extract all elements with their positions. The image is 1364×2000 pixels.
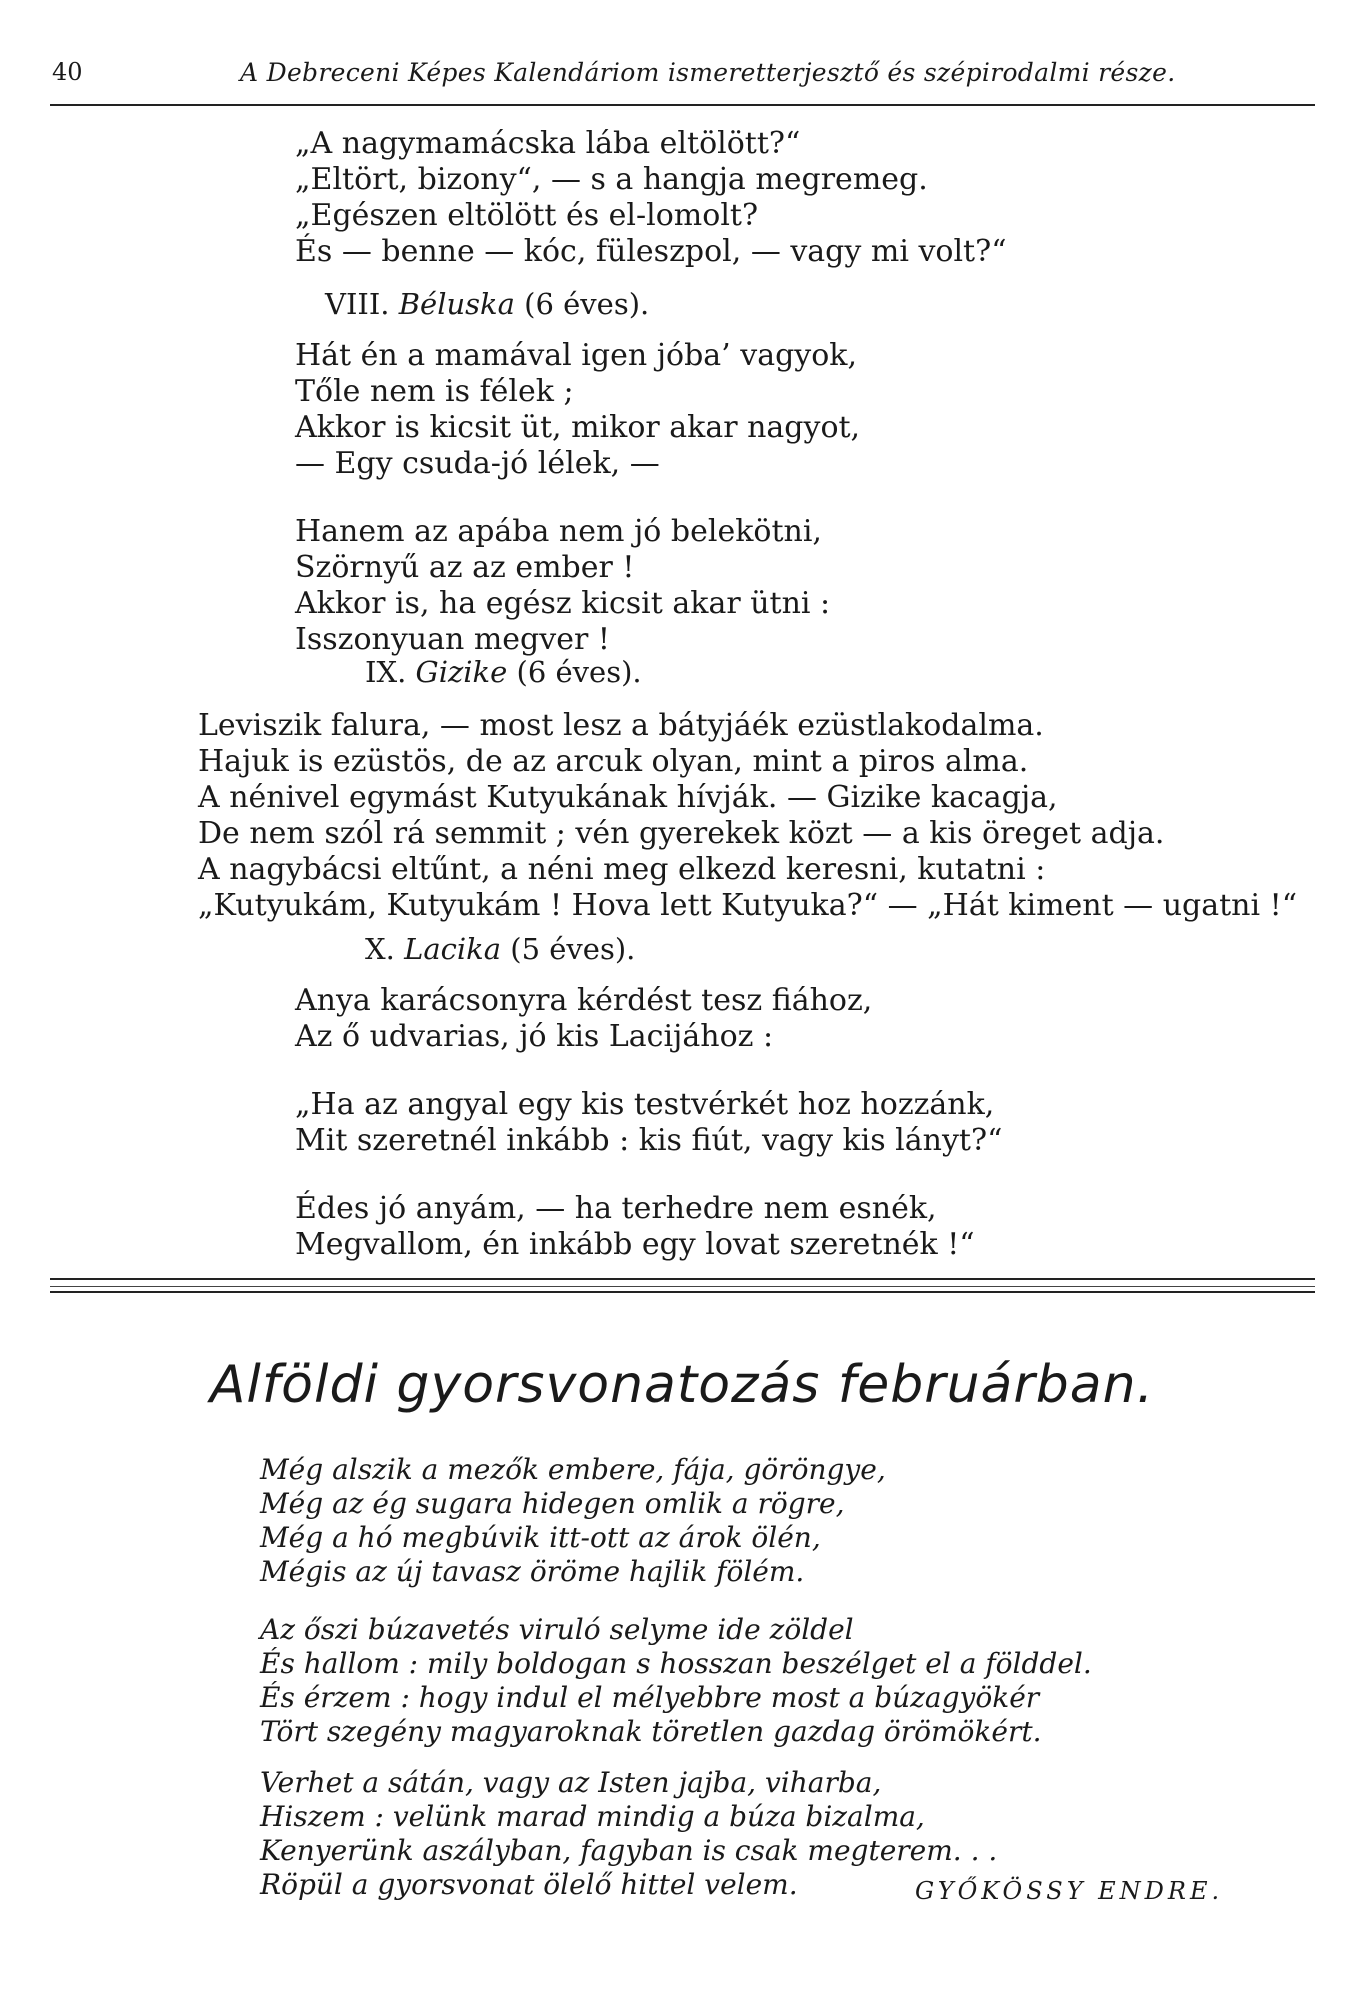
verse-line: Verhet a sátán, vagy az Isten jajba, viharba, bbox=[260, 1766, 882, 1799]
verse-line: Az őszi búzavetés viruló selyme ide zöldel bbox=[260, 1613, 854, 1646]
verse-line: Szörnyű az az ember ! bbox=[295, 550, 635, 585]
verse-line: Röpül a gyorsvonat ölelő hittel velem. bbox=[260, 1868, 798, 1901]
section-name: Gizike bbox=[415, 655, 508, 689]
verse-line: Akkor is kicsit üt, mikor akar nagyot, bbox=[295, 410, 861, 445]
verse-line: De nem szól rá semmit ; vén gyerekek közt — a kis öreget adja. bbox=[198, 816, 1165, 851]
verse-line: „Kutyukám, Kutyukám ! Hova lett Kutyuka?“ — „Hát kiment — ugatni !“ bbox=[198, 888, 1298, 923]
verse-line: Megvallom, én inkább egy lovat szeretnék !“ bbox=[295, 1227, 975, 1262]
verse-line: Hiszem : velünk marad mindig a búza bizalma, bbox=[260, 1800, 925, 1833]
section-age: (6 éves). bbox=[524, 287, 650, 321]
section-age: (5 éves). bbox=[510, 932, 636, 966]
verse-line: Hát én a mamával igen jóba’ vagyok, bbox=[295, 338, 858, 373]
verse-line: És — benne — kóc, füleszpol, — vagy mi volt?“ bbox=[295, 234, 1007, 269]
verse-line: És hallom : mily boldogan s hosszan beszélget el a földdel. bbox=[260, 1647, 1092, 1680]
section-name: Lacika bbox=[404, 932, 502, 966]
section-viii-text bbox=[295, 338, 860, 658]
verse-line: Kenyerünk aszályban, fagyban is csak megterem. . . bbox=[260, 1834, 998, 1867]
section-number: IX. bbox=[365, 655, 407, 689]
section-x-text bbox=[295, 983, 1002, 1263]
header-rule bbox=[50, 104, 1315, 106]
verse-line: Mégis az új tavasz öröme hajlik fölém. bbox=[260, 1555, 805, 1588]
page-header bbox=[0, 58, 1364, 98]
verse-line: Leviszik falura, — most lesz a bátyjáék ezüstlakodalma. bbox=[198, 708, 1044, 743]
separator-rule bbox=[50, 1291, 1315, 1293]
verse-line: „Ha az angyal egy kis testvérkét hoz hozzánk, bbox=[295, 1087, 995, 1122]
intro-stanza bbox=[295, 126, 1007, 270]
verse-line: Tőle nem is félek ; bbox=[295, 374, 574, 409]
verse-line: Édes jó anyám, — ha terhedre nem esnék, bbox=[295, 1191, 937, 1226]
verse-line: „A nagymamácska lába eltölött?“ bbox=[295, 126, 801, 161]
poem-author: GYŐKÖSSY ENDRE. bbox=[915, 1877, 1224, 1905]
verse-line: És érzem : hogy indul el mélyebbre most a búzagyökér bbox=[260, 1681, 1040, 1714]
section-name: Béluska bbox=[398, 287, 515, 321]
verse-line: Az ő udvarias, jó kis Lacijához : bbox=[295, 1019, 774, 1054]
running-title: A Debreceni Képes Kalendáriom ismeretterjesztő és szépirodalmi része. bbox=[240, 58, 1176, 87]
page-number: 40 bbox=[52, 58, 83, 86]
poem-stanza-2 bbox=[260, 1613, 1092, 1749]
section-ix-text bbox=[198, 708, 1297, 924]
verse-line: Mit szeretnél inkább : kis fiút, vagy kis lányt?“ bbox=[295, 1123, 1003, 1158]
verse-line: „Eltört, bizony“, — s a hangja megremeg. bbox=[295, 162, 928, 197]
verse-line: Akkor is, ha egész kicsit akar ütni : bbox=[295, 586, 831, 621]
verse-line: Még a hó megbúvik itt-ott az árok ölén, bbox=[260, 1521, 821, 1554]
section-title-viii bbox=[325, 287, 649, 321]
verse-line: Hanem az apába nem jó belekötni, bbox=[295, 514, 822, 549]
section-number: VIII. bbox=[325, 287, 390, 321]
verse-line: Hajuk is ezüstös, de az arcuk olyan, mint a piros alma. bbox=[198, 744, 1029, 779]
verse-line: Tört szegény magyaroknak töretlen gazdag örömökért. bbox=[260, 1715, 1042, 1748]
verse-line: A nénivel egymást Kutyukának hívják. — Gizike kacagja, bbox=[198, 780, 1058, 815]
poem-title: Alföldi gyorsvonatozás februárban. bbox=[209, 1355, 1155, 1415]
poem-stanza-3 bbox=[260, 1766, 997, 1902]
verse-line: Anya karácsonyra kérdést tesz fiához, bbox=[295, 983, 873, 1018]
section-number: X. bbox=[365, 932, 395, 966]
poem-stanza-1 bbox=[260, 1453, 886, 1589]
section-title-ix bbox=[365, 655, 642, 689]
section-age: (6 éves). bbox=[516, 655, 642, 689]
verse-line: „Egészen eltölött és el-lomolt? bbox=[295, 198, 759, 233]
separator-rule bbox=[50, 1286, 1315, 1287]
verse-line: Isszonyuan megver ! bbox=[295, 622, 610, 657]
verse-line: Még az ég sugara hidegen omlik a rögre, bbox=[260, 1487, 845, 1520]
verse-line: Még alszik a mezők embere, fája, göröngye, bbox=[260, 1453, 886, 1486]
verse-line: A nagybácsi eltűnt, a néni meg elkezd keresni, kutatni : bbox=[198, 852, 1046, 887]
separator-rule bbox=[50, 1278, 1315, 1280]
section-title-x bbox=[365, 932, 635, 966]
verse-line: — Egy csuda-jó lélek, — bbox=[295, 446, 660, 481]
